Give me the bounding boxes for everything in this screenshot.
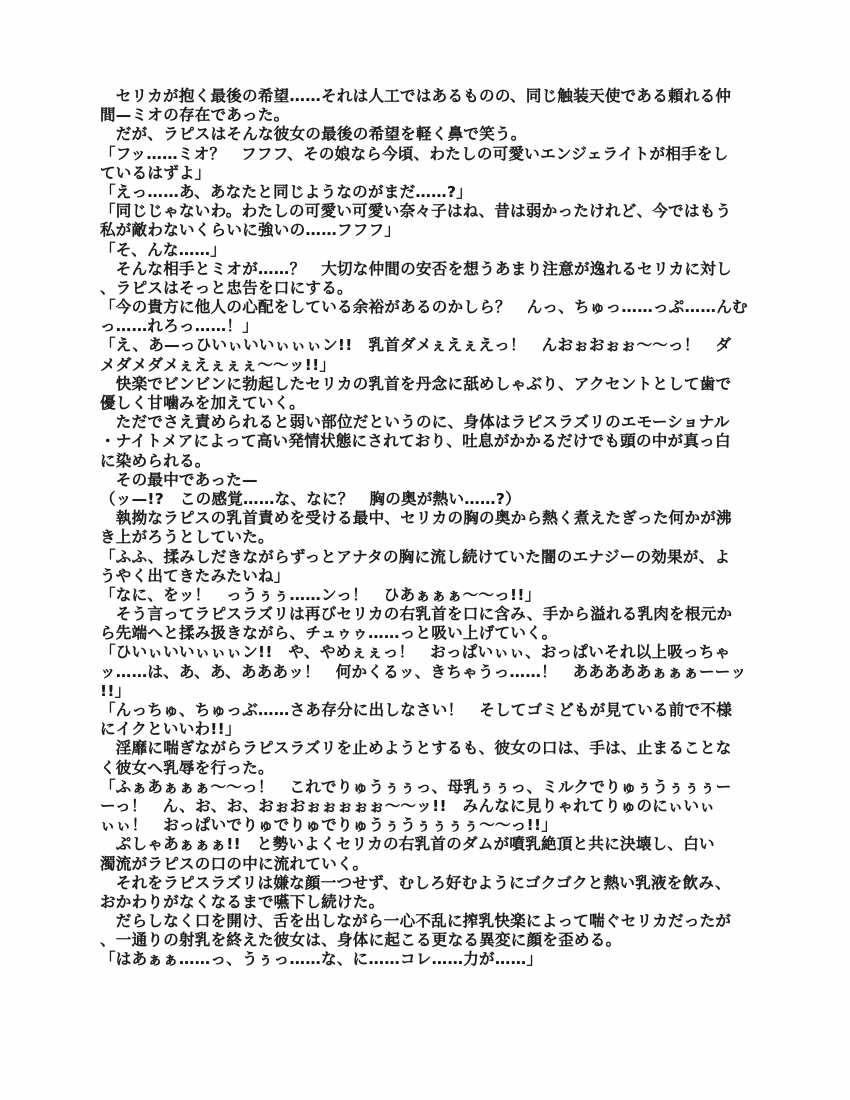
text-line: ・ナイトメアによって高い発情状態にされており、吐息がかかるだけでも頭の中が真っ白 — [100, 432, 731, 451]
text-line: 優しく甘噛みを加えていく。 — [100, 394, 306, 412]
text-line: 、一通りの射乳を終えた彼女は、身体に起こる更なる異変に顔を歪める。 — [100, 931, 622, 950]
text-line: ッ……は、あ、あ、あああッ！ 何かくるッ、きちゃうっ……！ あああああぁぁぁーーッ — [100, 662, 747, 681]
text-line: うやく出てきたみたいね」 — [100, 566, 290, 585]
text-line: ぷしゃあぁぁぁ!! と勢いよくセリカの右乳首のダムが噴乳絶頂と共に決壊し、白い — [100, 835, 715, 854]
text-line: 濁流がラピスの口の中に流れていく。 — [100, 854, 369, 873]
text-line: ら先端へと揉み扱きながら、チュゥゥ……っと吸い上げていく。 — [100, 624, 558, 643]
text-line: 「フッ……ミオ？ フフフ、その娘なら今頃、わたしの可愛いエンジェライトが相手をし — [100, 144, 729, 163]
text-line: 快楽でビンビンに勃起したセリカの乳首を丹念に舐めしゃぶり、アクセントとして歯で — [100, 374, 732, 393]
text-line: ーっ！ ん、お、お、おぉおぉぉぉぉぉ～～ッ!! みんなに見りゃれてりゅのにぃいぃ — [100, 796, 716, 815]
text-line: それをラピスラズリは嫌な顔一つせず、むしろ好むようにゴクゴクと熱い乳液を飲み、 — [100, 873, 731, 892]
text-line: !!」 — [100, 681, 131, 700]
text-line: そう言ってラピスラズリは再びセリカの右乳首を口に含み、手から溢れる乳肉を根元か — [100, 605, 733, 624]
text-line: 「そ、んな……」 — [100, 240, 227, 259]
text-line: ぃぃ！ おっぱいでりゅでりゅでりゅうぅうぅぅぅぅ～～っ!!」 — [100, 816, 558, 835]
text-line: 間—ミオの存在であった。 — [100, 106, 290, 125]
text-line: 私が敵わないくらいに強いの……フフフ」 — [100, 221, 401, 240]
text-line: だらしなく口を開け、舌を出しながら一心不乱に搾乳快楽によって喘ぐセリカだったが — [100, 912, 732, 931]
text-line: ただでさえ責められると弱い部位だというのに、身体はラピスラズリのエモーショナル — [100, 413, 730, 432]
text-line: そんな相手とミオが……？ 大切な仲間の安否を想うあまり注意が逸れるセリカに対し — [100, 259, 732, 278]
text-line: （ッ—!? この感覚……な、なに？ 胸の奥が熱い……?） — [100, 489, 521, 508]
text-line: 「今の貴方に他人の心配をしている余裕があるのかしら？ んっ、ちゅっ……っぷ……んむ — [100, 298, 748, 317]
text-line: だが、ラピスはそんな彼女の最後の希望を軽く鼻で笑う。 — [100, 125, 527, 144]
text-line: ているはずよ」 — [100, 163, 211, 182]
text-line: 「え、あ—っひいぃいいぃぃぃン!! 乳首ダメぇえぇえっ！ んおぉおぉぉ～～っ！ ダ — [100, 336, 732, 355]
text-line: 淫靡に喘ぎながらラピスラズリを止めようとするも、彼女の口は、手は、止まることな — [100, 739, 732, 758]
text-line: 「同じじゃないわ。わたしの可愛い可愛い奈々子はね、昔は弱かったけれど、今ではもう — [100, 202, 732, 221]
text-line: おかわりがなくなるまで嚥下し続けた。 — [100, 892, 385, 911]
text-line: 「ふぁあぁぁぁ～～っ！ これでりゅうぅぅっ、母乳ぅぅっ、ミルクでりゅぅうぅぅぅー — [100, 777, 732, 796]
text-line: 「なに、をッ！ っうぅぅ……ンっ！ ひあぁぁぁ～～っ!!」 — [100, 585, 541, 604]
text-line: 「んっちゅ、ちゅっぶ……さあ存分に出しなさい！ そしてゴミどもが見ている前で不様 — [100, 701, 733, 719]
text-line: っ……れろっ……！」 — [100, 317, 259, 336]
text-line: 執拗なラピスの乳首責めを受ける最中、セリカの胸の奥から熱く煮えたぎった何かが沸 — [100, 509, 732, 528]
text-line: 「ひいぃいいぃぃぃン!! や、やめぇぇっ！ おっぱいぃぃ、おっぱいそれ以上吸っちゃ — [100, 643, 731, 662]
text-line: 「はあぁぁ……っ、うぅっ……な、に……コレ……力が……」 — [100, 950, 543, 969]
text-line: 「ふふ、揉みしだきながらずっとアナタの胸に流し続けていた闇のエナジーの効果が、よ — [100, 547, 731, 566]
text-line: その最中であった— — [100, 470, 258, 489]
text-line: 「えっ……あ、あなたと同じようなのがまだ……?」 — [100, 182, 473, 201]
text-line: セリカが抱く最後の希望……それは人工ではあるものの、同じ触装天使である頼れる仲 — [100, 87, 732, 105]
text-line: に染められる。 — [100, 451, 211, 470]
text-line: き上がろうとしていた。 — [100, 528, 274, 547]
body-text — [100, 87, 760, 970]
text-line: メダメダメぇえぇぇぇ～～ッ!!」 — [100, 355, 336, 374]
text-line: く彼女へ乳辱を行った。 — [100, 758, 274, 777]
text-line: 、ラピスはそっと忠告を口にする。 — [100, 278, 353, 297]
text-line: にイクといいわ!!」 — [100, 720, 241, 739]
